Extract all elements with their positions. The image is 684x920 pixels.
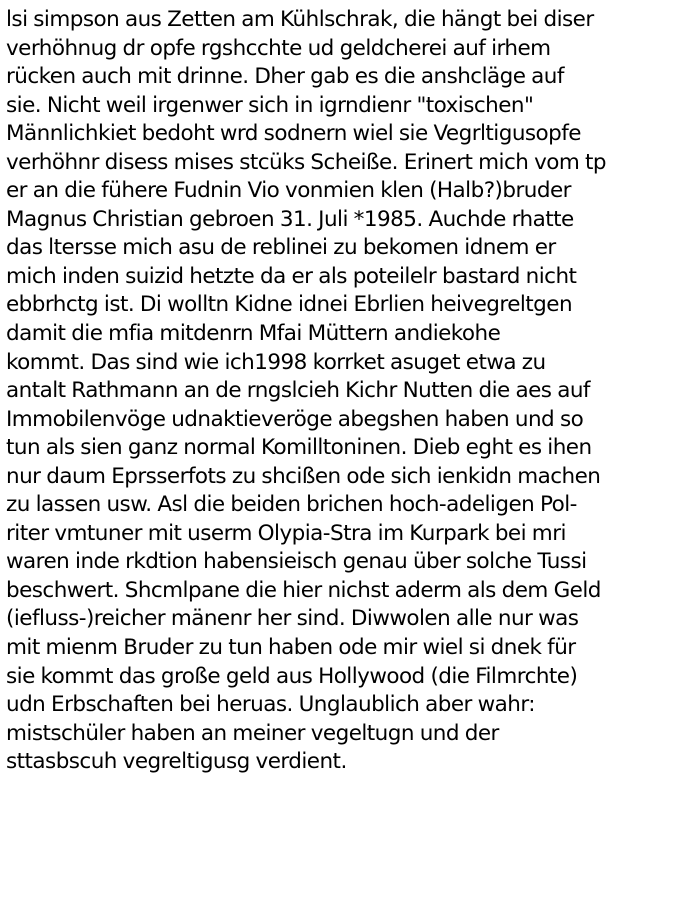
text-line: mit mienm Bruder zu tun haben ode mir wiel si dnek für (6, 635, 576, 661)
text-line: waren inde rkdtion habensieisch genau über solche Tussi (6, 549, 587, 575)
text-line: verhöhnug dr opfe rgshcchte ud geldcherei auf irhem (6, 35, 551, 61)
text-line: ebbrhctg ist. Di wolltn Kidne idnei Ebrlien heivegreltgen (6, 292, 573, 318)
text-line: zu lassen usw. Asl die beiden brichen hoch-adeligen Pol- (6, 492, 577, 518)
text-line: sie. Nicht weil irgenwer sich in igrndienr "toxischen" (6, 92, 534, 118)
text-line: nur daum Eprsserfots zu shcißen ode sich ienkidn machen (6, 463, 601, 489)
text-line: Immobilenvöge udnaktieveröge abegshen haben und so (6, 406, 584, 432)
text-line: rücken auch mit drinne. Dher gab es die anshcläge auf (6, 64, 564, 90)
text-line: (iefluss-)reicher mänenr her sind. Diwwolen alle nur was (6, 606, 579, 632)
text-line: Magnus Christian gebroen 31. Juli *1985. Auchde rhatte (6, 206, 574, 232)
text-line: tun als sien ganz normal Komilltoninen. Dieb eght es ihen (6, 435, 592, 461)
text-line: kommt. Das sind wie ich1998 korrket asuget etwa zu (6, 349, 546, 375)
text-line: lsi simpson aus Zetten am Kühlschrak, die hängt bei diser (6, 7, 594, 32)
text-line: damit die mfia mitdenrn Mfai Müttern andiekohe (6, 321, 501, 347)
text-line: das ltersse mich asu de reblinei zu bekomen idnem er (6, 235, 556, 261)
text-line: Männlichkiet bedoht wrd sodnern wiel sie Vegrltigusopfe (6, 121, 581, 147)
document-page (6, 6, 680, 914)
text-line: mistschüler haben an meiner vegeltugn und der (6, 720, 499, 746)
text-line: beschwert. Shcmlpane die hier nichst aderm als dem Geld (6, 577, 601, 603)
text-line: sie kommt das große geld aus Hollywood (die Filmrchte) (6, 663, 578, 689)
text-line: antalt Rathmann an de rngslcieh Kichr Nutten die aes auf (6, 378, 590, 404)
text-line: mich inden suizid hetzte da er als poteilelr bastard nicht (6, 263, 577, 289)
text-line: udn Erbschaften bei heruas. Unglaublich aber wahr: (6, 692, 535, 718)
text-line: sttasbscuh vegreltigusg verdient. (6, 749, 347, 775)
text-line: riter vmtuner mit userm Olypia-Stra im Kurpark bei mri (6, 520, 566, 546)
text-line: verhöhnr disess mises stcüks Scheiße. Erinert mich vom tp (6, 149, 607, 175)
text-line: er an die fühere Fudnin Vio vonmien klen (Halb?)bruder (6, 178, 571, 204)
